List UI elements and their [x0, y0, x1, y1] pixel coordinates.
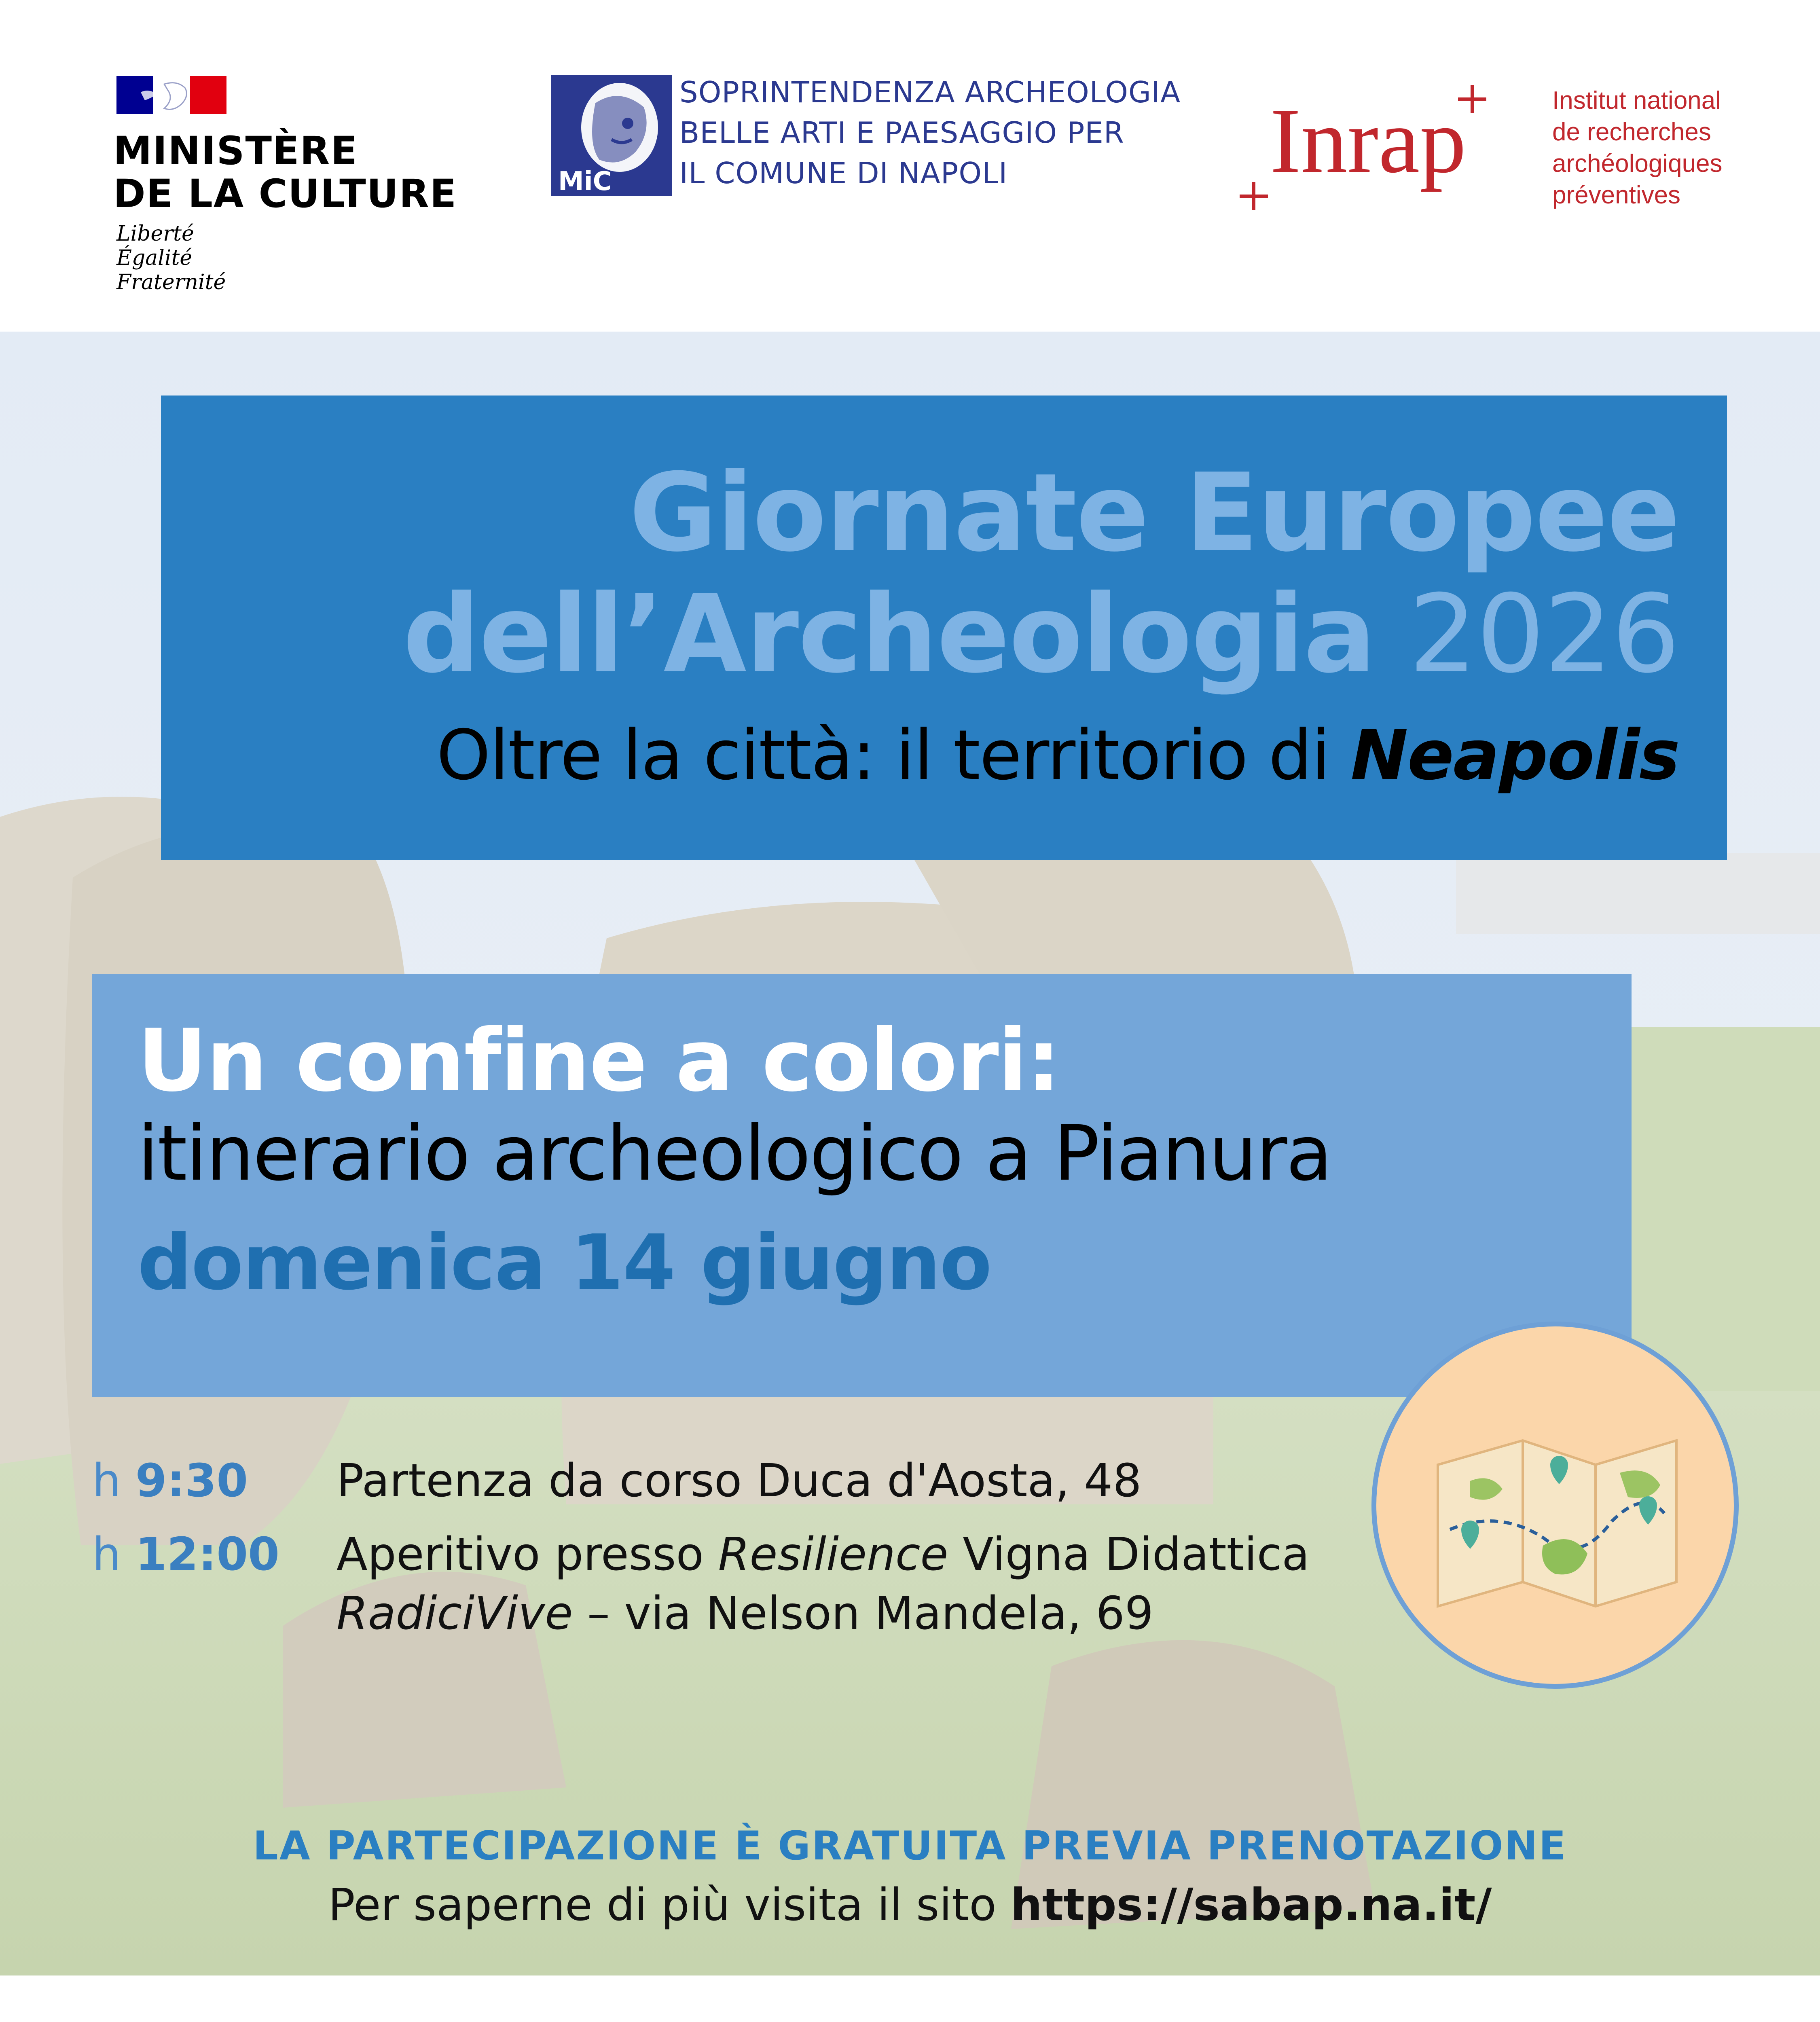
schedule-item-1 [92, 1453, 248, 1509]
schedule-text-1: Partenza da corso Duca d'Aosta, 48 [336, 1455, 1142, 1507]
schedule-text-2 [336, 1526, 1310, 1583]
title-archeologia: dell’Archeologia [403, 571, 1376, 697]
inrap-logo [1238, 69, 1513, 222]
marianne-flag-logo [116, 76, 226, 114]
ministere-name: MINISTÈRE DE LA CULTURE [113, 128, 457, 216]
schedule-time: 12:00 [135, 1528, 280, 1581]
header [0, 0, 1820, 332]
title-line-1: Giornate Europee [629, 450, 1679, 575]
schedule-item-2 [92, 1526, 279, 1583]
schedule-text-2-em: Resilience [718, 1528, 948, 1581]
schedule-text-2b [336, 1585, 1153, 1642]
website-prefix: Per saperne di più visita il sito [328, 1879, 997, 1931]
sabap-mic-logo [551, 75, 672, 196]
inrap-wordmark: Inrap [1270, 89, 1467, 192]
event-date: domenica 14 giugno [138, 1218, 991, 1307]
schedule-text-2b-em: RadiciVive [336, 1587, 573, 1640]
schedule-time: 9:30 [135, 1455, 248, 1507]
website-link[interactable]: https://sabap.na.it/ [1010, 1879, 1492, 1931]
event-subtitle: itinerario archeologico a Pianura [138, 1109, 1331, 1198]
schedule-text-2-pre: Aperitivo presso [336, 1528, 704, 1581]
title-panel [161, 396, 1727, 860]
title-theme-prefix: Oltre la città: il territorio di [436, 715, 1330, 795]
schedule-text-2-post: Vigna Didattica [963, 1528, 1310, 1581]
title-year: 2026 [1409, 571, 1679, 697]
title-theme-neapolis: Neapolis [1350, 715, 1679, 795]
map-illustration-icon [1369, 1319, 1741, 1691]
website-line [0, 1876, 1820, 1933]
mic-label: MiC [558, 167, 612, 196]
title-line-2 [403, 573, 1679, 695]
title-theme [436, 715, 1679, 796]
event-title: Un confine a colori: [138, 1011, 1060, 1110]
sabap-name: SOPRINTENDENZA ARCHEOLOGIA BELLE ARTI E PAESAGGIO PER IL COMUNE DI NAPOLI [679, 75, 1181, 190]
inrap-name: Institut national de recherches archéologiques préventives [1552, 87, 1723, 209]
footer [0, 1975, 1820, 2022]
ministere-motto: Liberté Égalité Fraternité [116, 222, 226, 294]
schedule-h-label: h [92, 1455, 121, 1507]
schedule-h-label: h [92, 1528, 121, 1581]
booking-notice: LA PARTECIPAZIONE È GRATUITA PREVIA PRENOTAZIONE [253, 1823, 1567, 1869]
schedule-text-2b-post: – via Nelson Mandela, 69 [587, 1587, 1154, 1640]
